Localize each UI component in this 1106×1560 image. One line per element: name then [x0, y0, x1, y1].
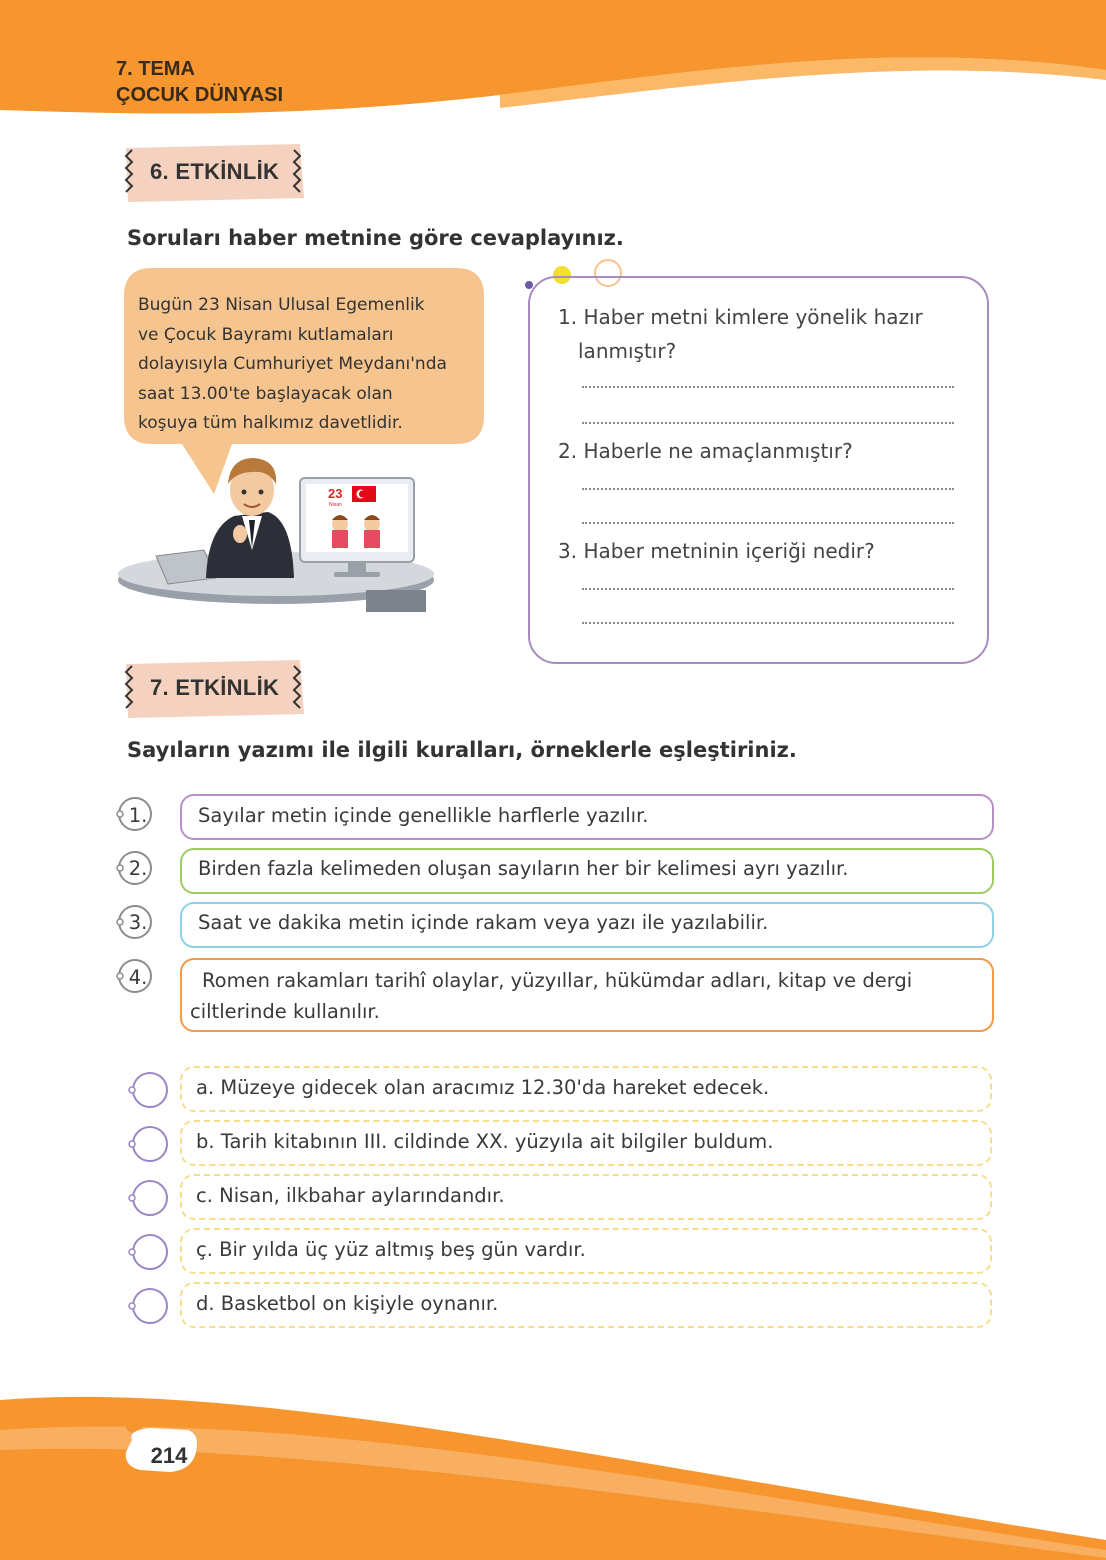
rule-text-line-2: ciltlerinde kullanılır. — [190, 1000, 380, 1023]
answer-line[interactable] — [582, 522, 954, 524]
activity-7-badge-label: 7. ETKİNLİK — [150, 675, 280, 700]
rule-text: Sayılar metin içinde genellikle harflerle yazılır. — [198, 804, 649, 827]
page-number: 214 — [150, 1443, 188, 1468]
question-1: 1. Haber metni kimlere yönelik hazır — [558, 305, 923, 329]
rule-number: 4. — [128, 966, 148, 989]
rule-number: 1. — [128, 804, 148, 827]
question-box — [528, 276, 989, 664]
match-answer-circle[interactable] — [126, 1178, 170, 1218]
activity-6-badge — [118, 142, 308, 204]
example-text: c. Nisan, ilkbahar aylarındandır. — [196, 1184, 505, 1207]
example-text: d. Basketbol on kişiyle oynanır. — [196, 1292, 499, 1315]
rule-text: Saat ve dakika metin içinde rakam veya yazı ile yazılabilir. — [198, 911, 769, 934]
match-answer-circle[interactable] — [126, 1124, 170, 1164]
rule-number: 2. — [128, 857, 148, 880]
rule-text: Birden fazla kelimeden oluşan sayıların her bir kelimesi ayrı yazılır. — [198, 857, 849, 880]
answer-line[interactable] — [582, 386, 954, 388]
theme-number: 7. TEMA — [116, 58, 195, 80]
news-line: ve Çocuk Bayramı kutlamaları — [138, 324, 394, 345]
rule-number: 3. — [128, 911, 148, 934]
news-line: koşuya tüm halkımız davetlidir. — [138, 413, 403, 433]
match-answer-circle[interactable] — [126, 1070, 170, 1110]
theme-header — [116, 56, 283, 108]
activity-7-instruction: Sayıların yazımı ile ilgili kuralları, örneklerle eşleştiriniz. — [127, 738, 797, 762]
answer-line[interactable] — [582, 588, 954, 590]
news-text — [138, 291, 478, 439]
question-1-continued: lanmıştır? — [578, 339, 677, 363]
activity-6-badge-label: 6. ETKİNLİK — [150, 159, 280, 184]
monitor-23-label: 23 — [328, 486, 343, 501]
match-answer-circle[interactable] — [126, 1232, 170, 1272]
answer-line[interactable] — [582, 488, 954, 490]
news-line: Bugün 23 Nisan Ulusal Egemenlik — [138, 295, 425, 315]
match-answer-circle[interactable] — [126, 1286, 170, 1326]
question-2: 2. Haberle ne amaçlanmıştır? — [558, 439, 853, 463]
news-line: saat 13.00'te başlayacak olan — [138, 383, 393, 404]
answer-line[interactable] — [582, 422, 954, 424]
example-text: b. Tarih kitabının III. cildinde XX. yüzyıla ait bilgiler buldum. — [196, 1130, 774, 1153]
theme-title: ÇOCUK DÜNYASI — [116, 84, 284, 106]
example-text: ç. Bir yılda üç yüz altmış beş gün vardır. — [196, 1238, 586, 1261]
monitor-nisan-label: Nisan — [329, 502, 342, 508]
answer-line[interactable] — [582, 622, 954, 624]
question-3: 3. Haber metninin içeriği nedir? — [558, 539, 875, 563]
activity-7-badge — [118, 658, 308, 720]
activity-6-instruction: Soruları haber metnine göre cevaplayınız. — [127, 226, 624, 250]
rule-text-line-1: Romen rakamları tarihî olaylar, yüzyıllar, hükümdar adları, kitap ve dergi — [202, 969, 913, 992]
news-line: dolayısıyla Cumhuriyet Meydanı'nda — [138, 354, 447, 374]
news-anchor-illustration — [116, 450, 436, 620]
example-text: a. Müzeye gidecek olan aracımız 12.30'da hareket edecek. — [196, 1076, 770, 1099]
